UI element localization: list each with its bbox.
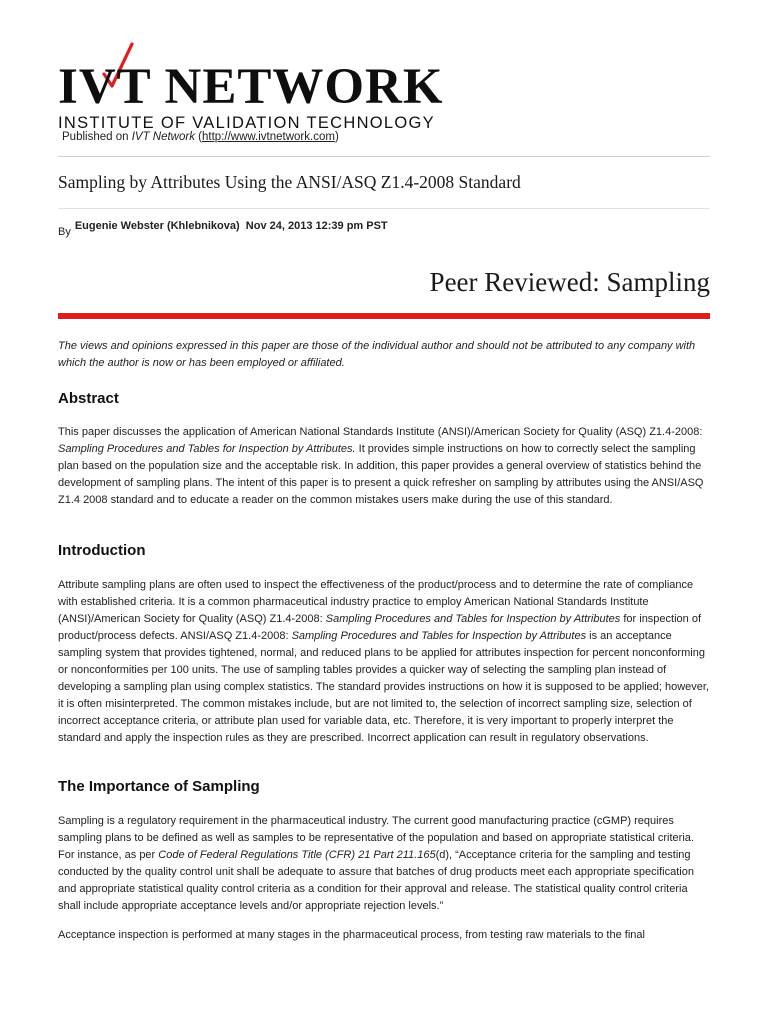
introduction-paragraph <box>58 577 710 747</box>
published-site-name: IVT Network <box>131 131 195 143</box>
logo-wordmark: IVT NETWORK <box>58 59 444 115</box>
abstract-text-1: This paper discusses the application of American National Standards Institute (ANSI)/American Society for Quality (ASQ) Z1.4-2008: <box>58 426 703 438</box>
published-prefix: Published on <box>62 131 129 143</box>
abstract-heading: Abstract <box>58 390 119 407</box>
abstract-text-2: It provides simple instructions on how to correctly select the sampling plan based on the population size and the acceptable risk. In addition, this paper provides a general overview of statistics behind the development of sampling plans. The intent of this paper is to present a quick refresher on sampling by attributes using the ANSI/ASQ Z1.4 2008 standard and to educate a reader on the common mistakes users make during the use of this standard. <box>58 443 704 506</box>
importance-cfr-citation: Code of Federal Regulations Title (CFR) 21 Part 211.165 <box>158 849 436 861</box>
published-on-line: Published on IVT Network (http://www.ivtnetwork.com) <box>62 131 339 143</box>
intro-text-1: Attribute sampling plans are often used to inspect the effectiveness of the product/process and to determine the rate of compliance with established criteria. It is a common pharmaceutical industry practice to employ American National Standards Institute (ANSI)/American Society for Quality (ASQ) Z1.4-2008: <box>58 579 694 625</box>
importance-text-2: (d), “Acceptance criteria for the sampling and testing conducted by the quality control unit shall be adequate to assure that batches of drug products meet each appropriate specification and appropriate statistical quality control criteria as a condition for their approval and release. The statistical quality control criteria shall include appropriate acceptance levels and/or appropriate rejection levels.” <box>58 849 694 912</box>
abstract-standard-title: Sampling Procedures and Tables for Inspection by Attributes. <box>58 443 356 455</box>
intro-standard-title-1: Sampling Procedures and Tables for Inspection by Attributes <box>325 613 621 625</box>
disclaimer: The views and opinions expressed in this paper are those of the individual author and should not be attributed to any company with which the author is now or has been employed or affiliated. <box>58 340 696 369</box>
importance-paragraph-2: Acceptance inspection is performed at many stages in the pharmaceutical process, from testing raw materials to the final <box>58 929 645 941</box>
importance-text-1: Sampling is a regulatory requirement in the pharmaceutical industry. The current good manufacturing practice (cGMP) requires sampling plans to be defined as well as samples to be representative of the population and based on appropriate statistical criteria. For instance, as per <box>58 815 694 861</box>
introduction-heading: Introduction <box>58 542 146 559</box>
abstract-paragraph <box>58 424 710 509</box>
published-site-link[interactable]: http://www.ivtnetwork.com <box>202 131 335 143</box>
header-divider <box>58 156 710 157</box>
title-divider <box>58 208 710 209</box>
section-banner: Peer Reviewed: Sampling <box>429 267 710 297</box>
intro-standard-title-2: Sampling Procedures and Tables for Inspection by Attributes <box>291 630 587 642</box>
ivt-network-logo[interactable] <box>58 42 458 132</box>
importance-paragraph-1 <box>58 813 710 915</box>
by-label: By <box>58 226 71 238</box>
logo-tagline: INSTITUTE OF VALIDATION TECHNOLOGY <box>58 114 435 132</box>
document-title: Sampling by Attributes Using the ANSI/ASQ Z1.4-2008 Standard <box>58 172 521 192</box>
section-accent-bar <box>58 313 710 319</box>
publish-date: Nov 24, 2013 12:39 pm PST <box>245 220 388 232</box>
author-name: Eugenie Webster (Khlebnikova) <box>74 220 240 232</box>
intro-text-2: for inspection of product/process defects. ANSI/ASQ Z1.4-2008: <box>58 613 702 642</box>
intro-text-3: is an acceptance sampling system that provides tightened, normal, and reduced plans to be applied for attributes inspection for percent nonconforming or nonconformities per 100 units. The use of sampling tables provides a quicker way of selecting the sampling plan instead of developing a sampling plan using complex statistics. The standard provides instructions on how it is supposed to be applied; however, it is often misinterpreted. The common mistakes include, but are not limited to, the selection of incorrect sampling size, selection of incorrect acceptance criteria, or attribute plan used for variable data, etc. Therefore, it is very important to properly interpret the standard and apply the inspection rules as they are prescribed. Incorrect application can result in regulatory observations. <box>58 630 710 744</box>
importance-heading: The Importance of Sampling <box>58 778 260 795</box>
byline <box>58 220 388 238</box>
